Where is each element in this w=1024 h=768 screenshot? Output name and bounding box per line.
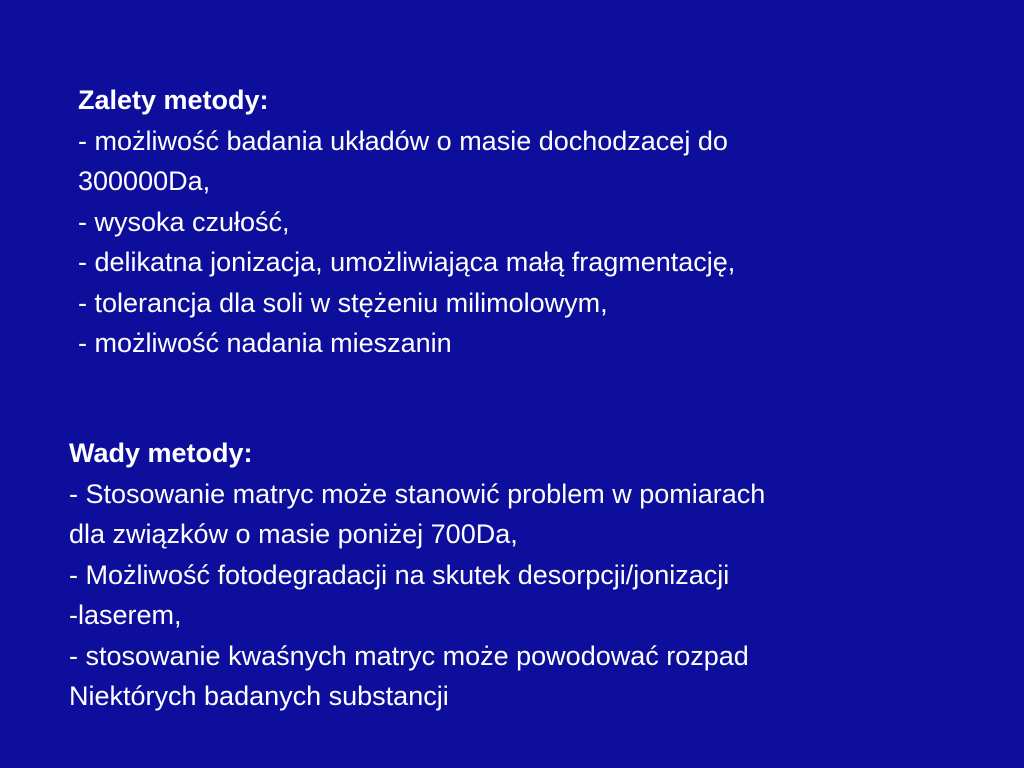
disadvantages-line: - Możliwość fotodegradacji na skutek desorpcji/jonizacji: [69, 559, 730, 590]
disadvantages-heading: Wady metody:: [69, 438, 253, 468]
advantages-line: - wysoka czułość,: [78, 206, 290, 237]
advantages-section: [78, 80, 735, 364]
advantages-line: - delikatna jonizacja, umożliwiająca małą fragmentację,: [78, 247, 736, 277]
disadvantages-line: - stosowanie kwaśnych matryc może powodować rozpad: [69, 640, 749, 671]
advantages-line: 300000Da,: [78, 166, 211, 196]
disadvantages-line: Niektórych badanych substancji: [69, 681, 449, 711]
advantages-line: - możliwość badania układów o masie dochodzacej do: [78, 125, 728, 156]
disadvantages-line: -laserem,: [69, 600, 182, 630]
disadvantages-line: dla związków o masie poniżej 700Da,: [69, 519, 518, 549]
advantages-line: - tolerancja dla soli w stężeniu milimolowym,: [78, 287, 608, 318]
disadvantages-line: - Stosowanie matryc może stanowić problem w pomiarach: [69, 478, 766, 509]
advantages-heading: Zalety metody:: [78, 85, 269, 115]
disadvantages-section: [69, 433, 765, 717]
advantages-line: - możliwość nadania mieszanin: [78, 328, 452, 358]
